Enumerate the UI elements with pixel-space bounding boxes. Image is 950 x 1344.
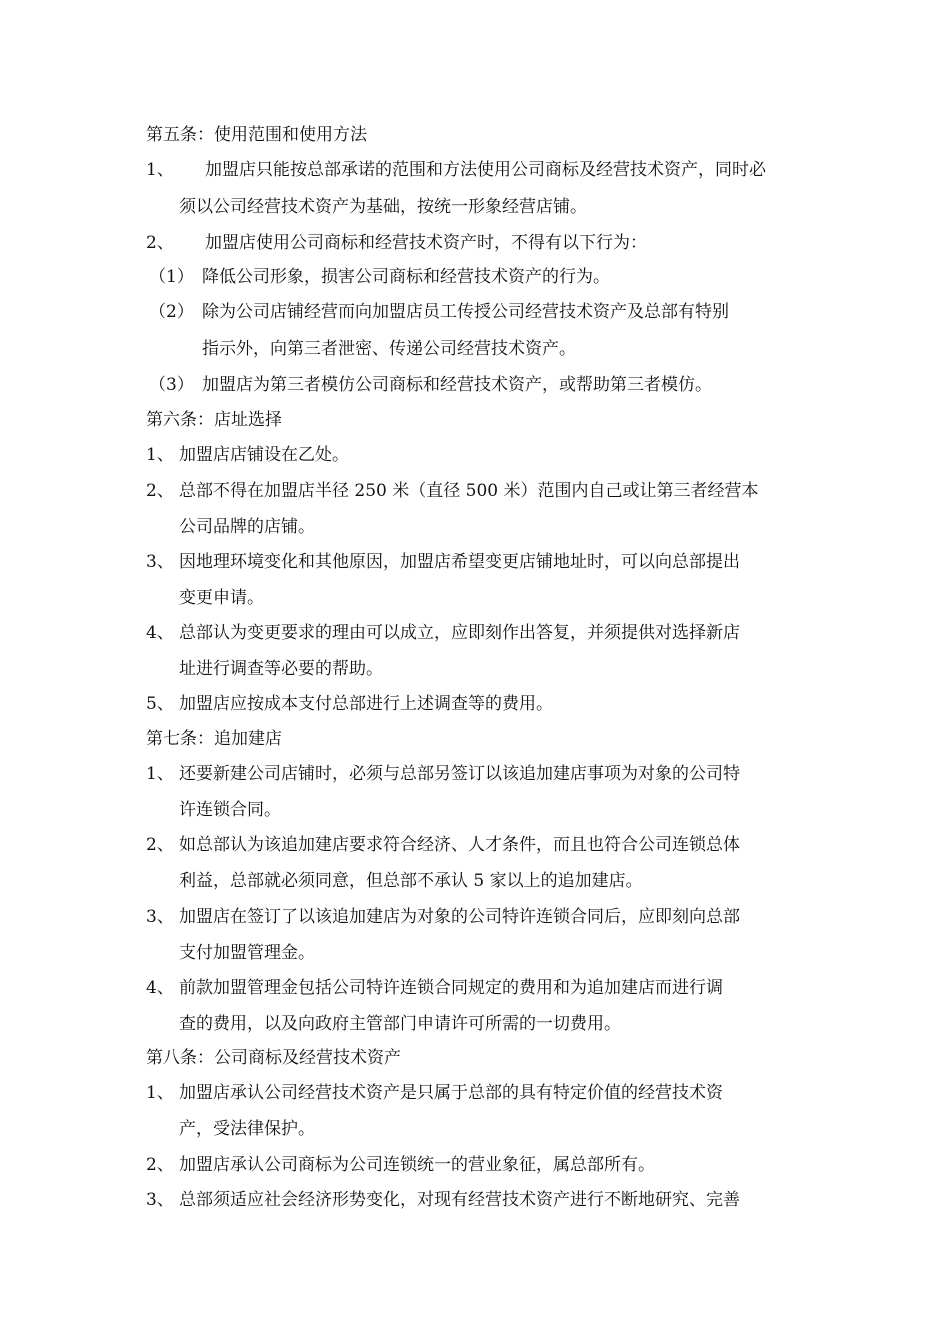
item-number: 3、 bbox=[146, 1190, 174, 1210]
item-text: 加盟店在签订了以该追加建店为对象的公司特许连锁合同后，应即刻向总部 bbox=[179, 907, 740, 927]
item-text-continued: 许连锁合同。 bbox=[179, 800, 281, 820]
item-text-continued: 变更申请。 bbox=[179, 588, 264, 608]
item-text: 总部不得在加盟店半径 250 米（直径 500 米）范围内自己或让第三者经营本 bbox=[179, 481, 759, 501]
section-heading-8: 第八条：公司商标及经营技术资产 bbox=[146, 1048, 401, 1068]
subitem-number: （2） bbox=[149, 302, 194, 322]
item-number: 5、 bbox=[146, 694, 174, 714]
item-text-continued: 产，受法律保护。 bbox=[179, 1119, 315, 1139]
item-number: 1、 bbox=[146, 160, 174, 180]
item-text: 总部须适应社会经济形势变化，对现有经营技术资产进行不断地研究、完善 bbox=[179, 1190, 740, 1210]
item-number: 1、 bbox=[146, 445, 174, 465]
item-text: 加盟店使用公司商标和经营技术资产时，不得有以下行为： bbox=[205, 233, 647, 253]
item-text-continued: 支付加盟管理金。 bbox=[179, 943, 315, 963]
item-text: 加盟店承认公司商标为公司连锁统一的营业象征，属总部所有。 bbox=[179, 1155, 655, 1175]
item-number: 2、 bbox=[146, 1155, 174, 1175]
item-text-continued: 址进行调查等必要的帮助。 bbox=[179, 659, 383, 679]
item-number: 2、 bbox=[146, 481, 174, 501]
subitem-number: （3） bbox=[149, 375, 194, 395]
item-text: 加盟店只能按总部承诺的范围和方法使用公司商标及经营技术资产，同时必 bbox=[205, 160, 766, 180]
subitem-text: 降低公司形象，损害公司商标和经营技术资产的行为。 bbox=[202, 267, 610, 287]
item-number: 2、 bbox=[146, 835, 174, 855]
item-number: 3、 bbox=[146, 552, 174, 572]
item-number: 2、 bbox=[146, 233, 174, 253]
item-text: 总部认为变更要求的理由可以成立，应即刻作出答复，并须提供对选择新店 bbox=[179, 623, 740, 643]
subitem-text: 加盟店为第三者模仿公司商标和经营技术资产，或帮助第三者模仿。 bbox=[202, 375, 712, 395]
item-text: 加盟店应按成本支付总部进行上述调查等的费用。 bbox=[179, 694, 553, 714]
item-text: 因地理环境变化和其他原因，加盟店希望变更店铺地址时，可以向总部提出 bbox=[179, 552, 740, 572]
item-text-continued: 公司品牌的店铺。 bbox=[179, 517, 315, 537]
item-number: 3、 bbox=[146, 907, 174, 927]
item-number: 4、 bbox=[146, 978, 174, 998]
item-number: 1、 bbox=[146, 764, 174, 784]
item-text-continued: 利益，总部就必须同意，但总部不承认 5 家以上的追加建店。 bbox=[179, 871, 643, 891]
item-text: 加盟店店铺设在乙处。 bbox=[179, 445, 349, 465]
section-heading-5: 第五条：使用范围和使用方法 bbox=[146, 125, 367, 145]
item-text-continued: 须以公司经营技术资产为基础，按统一形象经营店铺。 bbox=[179, 197, 587, 217]
section-heading-6: 第六条：店址选择 bbox=[146, 410, 282, 430]
subitem-text: 除为公司店铺经营而向加盟店员工传授公司经营技术资产及总部有特别 bbox=[202, 302, 729, 322]
item-text: 还要新建公司店铺时，必须与总部另签订以该追加建店事项为对象的公司特 bbox=[179, 764, 740, 784]
item-text: 加盟店承认公司经营技术资产是只属于总部的具有特定价值的经营技术资 bbox=[179, 1083, 723, 1103]
item-text: 如总部认为该追加建店要求符合经济、人才条件，而且也符合公司连锁总体 bbox=[179, 835, 740, 855]
item-number: 1、 bbox=[146, 1083, 174, 1103]
item-text: 前款加盟管理金包括公司特许连锁合同规定的费用和为追加建店而进行调 bbox=[179, 978, 723, 998]
subitem-text-continued: 指示外，向第三者泄密、传递公司经营技术资产。 bbox=[202, 339, 576, 359]
section-heading-7: 第七条：追加建店 bbox=[146, 729, 282, 749]
subitem-number: （1） bbox=[149, 267, 194, 287]
item-text-continued: 查的费用，以及向政府主管部门申请许可所需的一切费用。 bbox=[179, 1014, 621, 1034]
item-number: 4、 bbox=[146, 623, 174, 643]
